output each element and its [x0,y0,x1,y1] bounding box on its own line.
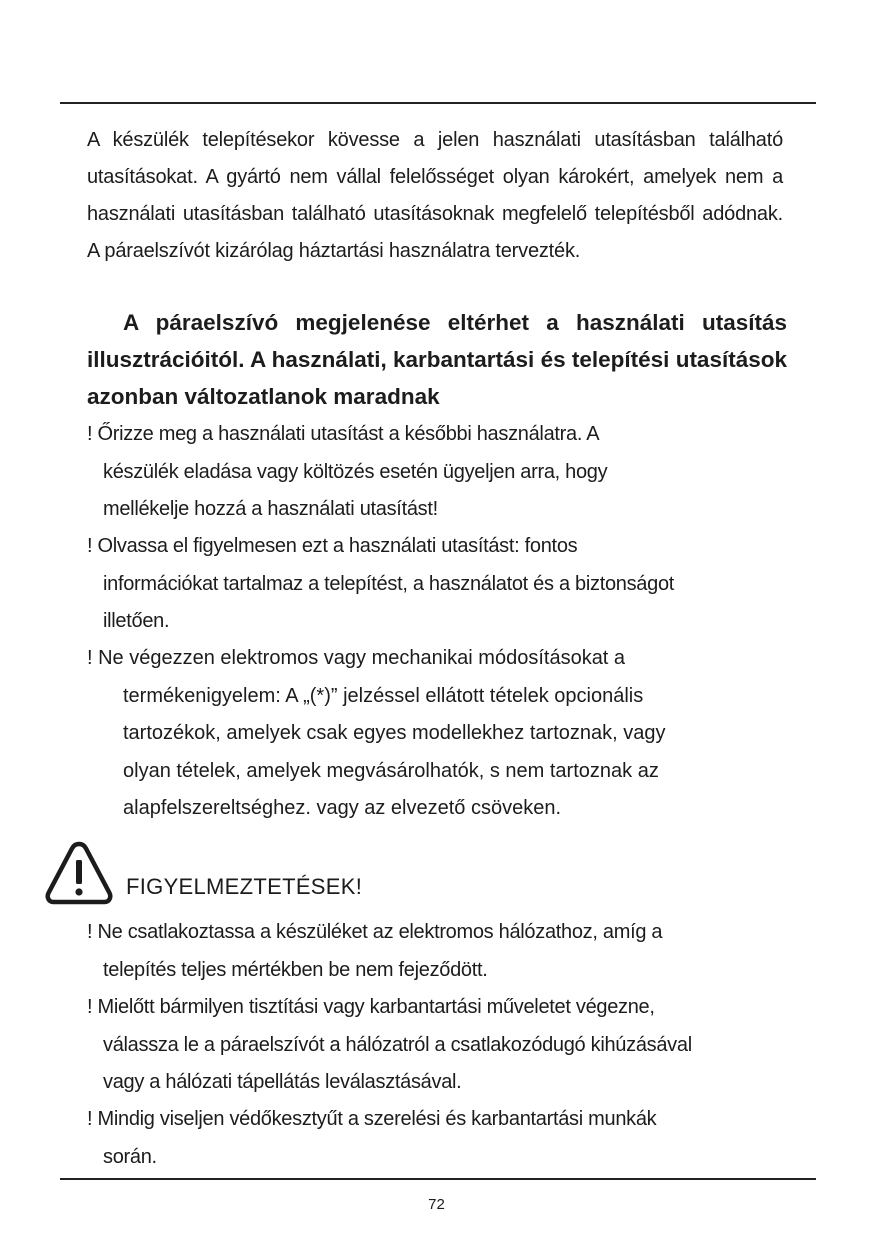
bullet-no-modifications [87,640,665,828]
page-number: 72 [428,1196,445,1213]
bullet-line: válassza le a páraelszívót a hálózatról a csatlakozódugó kihúzásával [103,1033,692,1056]
bullet-line: telepítés teljes mértékben be nem fejeződött. [103,958,488,981]
warning-triangle-icon [44,840,114,906]
bullet-line: mellékelje hozzá a használati utasítást! [103,498,438,520]
bullet-line: tartozékok, amelyek csak egyes modellekhez tartoznak, vagy [123,722,666,744]
intro-paragraph: A készülék telepítésekor kövesse a jelen használati utasításban található utasításokat. A gyártó nem vállal felelősséget olyan károkért, amelyek nem a használati utasításban található utasításoknak megfelelő telepítésből adódnak. A páraelszívót kizárólag háztartási használatra tervezték. [87,129,783,262]
bullet-line: információkat tartalmaz a telepítést, a használatot és a biztonságot [103,572,675,595]
bullet-line: ! Ne csatlakoztassa a készüléket az elektromos hálózathoz, amíg a [87,921,663,943]
bullet-read-manual [87,528,674,641]
bullet-line: illetően. [103,610,170,632]
bullet-line: ! Ne végezzen elektromos vagy mechanikai módosításokat a [87,647,626,669]
warning-item-disconnect [87,989,692,1102]
bullet-line: ! Olvassa el figyelmesen ezt a használati utasítást: fontos [87,535,578,557]
footer-rule [60,1178,816,1180]
bullet-line: készülék eladása vagy költözés esetén ügyeljen arra, hogy [103,460,608,483]
bullet-line: ! Mielőtt bármilyen tisztítási vagy karbantartási műveletet végezne, [87,996,655,1018]
bold-notice: A páraelszívó megjelenése eltérhet a használati utasítás illusztrációitól. A használati, karbantartási és telepítési utasítások azonban változatlanok maradnak [87,310,787,409]
header-rule [60,102,816,104]
warning-item-gloves [87,1101,656,1176]
bullet-line: alapfelszereltséghez. vagy az elvezető csöveken. [123,797,562,819]
warnings-title: FIGYELMEZTETÉSEK! [126,874,363,899]
bullet-keep-manual [87,416,607,529]
warning-item-power [87,914,662,989]
bullet-line: ! Őrizze meg a használati utasítást a későbbi használatra. A [87,423,600,445]
bullet-line: termékenigyelem: A „(*)” jelzéssel ellátott tételek opcionális [123,684,644,707]
bullet-line: vagy a hálózati tápellátás leválasztásával. [103,1071,462,1093]
bullet-line: ! Mindig viseljen védőkesztyűt a szerelési és karbantartási munkák [87,1108,657,1130]
bullet-line: olyan tételek, amelyek megvásárolhatók, s nem tartoznak az [123,759,659,782]
bullet-line: során. [103,1145,157,1168]
